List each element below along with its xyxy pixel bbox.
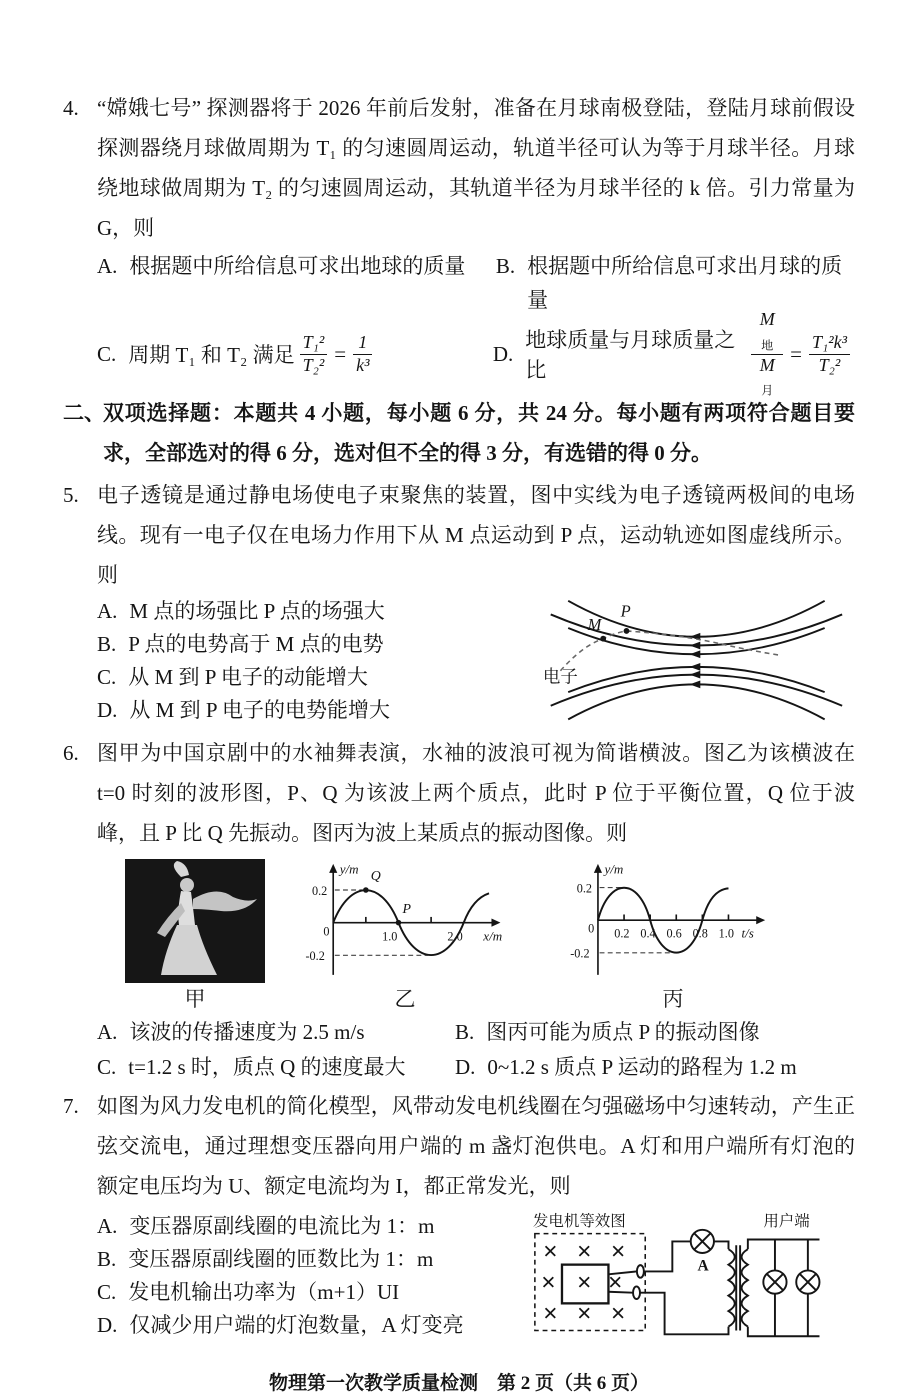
q4-options-cd [97, 308, 855, 398]
q6-option-a: A. 该波的传播速度为 2.5 m/s [97, 1020, 365, 1044]
section-2-header [63, 393, 855, 473]
label-M: M [587, 614, 602, 634]
equals-sign: = [790, 341, 802, 366]
xtick-1: 1.0 [382, 929, 398, 944]
q5-option-a: A. M 点的场强比 P 点的场强大 [97, 599, 385, 623]
magnetic-field-region [535, 1234, 645, 1331]
axis-label-y: y/m [604, 861, 624, 877]
wave-graph [279, 859, 531, 983]
q4-option-c [97, 333, 493, 376]
ytick-max: 0.2 [576, 881, 593, 896]
q6-text: 图甲为中国京剧中的水袖舞表演，水袖的波浪可视为简谐横波。图乙为该横波在 t=0 时刻的波形图，P、Q 为该波上两个质点，此时 P 位于平衡位置，Q 位于波峰，且 P 比 Q 先振动。图丙为波上某质点的振动图像。则 [97, 741, 855, 845]
question-5 [63, 475, 855, 731]
brush-terminal [633, 1286, 640, 1299]
figure-yi [279, 859, 531, 1013]
brush-terminal [637, 1265, 644, 1278]
figure-bing [547, 859, 799, 1013]
question-4 [63, 88, 855, 398]
question-7 [63, 1086, 855, 1358]
equals-sign: = [334, 341, 347, 366]
q7-options [97, 1210, 531, 1342]
q4-option-c-label: C. [97, 341, 117, 366]
q4-number: 4. [63, 96, 79, 120]
q4-option-d-text: 地球质量与月球质量之比 [525, 328, 736, 382]
q7-option-b: B. 变压器原副线圈的匝数比为 1：m [97, 1247, 434, 1271]
origin-label: 0 [323, 924, 330, 939]
q7-option-d: D. 仅减少用户端的灯泡数量，A 灯变亮 [97, 1313, 464, 1337]
q4-text: “嫦娥七号” 探测器将于 2026 年前后发射，准备在月球南极登陆，登陆月球前假设探测器绕月球做周期为 T₁ 的匀速圆周运动，轨道半径可认为等于月球半径。月球绕地球做周期为 T₂ 的匀速圆周运动，其轨道半径为月球半径的 k 倍。引力常量为 G，则 [97, 96, 855, 240]
section-2-label: 二、 [63, 401, 105, 425]
xtick-2: 2.0 [447, 929, 463, 944]
point-Q [363, 887, 369, 893]
ytick-max: 0.2 [312, 883, 328, 898]
figure-jia [125, 859, 265, 1013]
x-axis-arrow [491, 919, 500, 927]
field-into-page-crosses [543, 1246, 622, 1318]
q4-option-b-text: 根据题中所给信息可求出月球的质量 [527, 254, 843, 312]
q4-option-b-label: B. [495, 254, 516, 278]
vibration-graph [547, 859, 799, 983]
q4-option-a [97, 249, 496, 317]
q6-option-d: D. 0~1.2 s 质点 P 运动的路程为 1.2 m [455, 1055, 797, 1079]
point-M [600, 636, 606, 642]
caption-jia: 甲 [184, 987, 206, 1011]
q5-option-c: C. 从 M 到 P 电子的动能增大 [97, 665, 368, 689]
y-axis-arrow [329, 864, 337, 873]
label-Q: Q [370, 868, 381, 884]
q4-option-d [493, 310, 855, 398]
label-electron: 电子 [543, 666, 579, 687]
axis-label-x: t/s [741, 925, 754, 941]
q4-option-a-text: 根据题中所给信息可求出地球的质量 [129, 254, 466, 278]
point-P [624, 628, 630, 634]
lamp-A-icon [690, 1230, 713, 1253]
point-P [396, 920, 402, 926]
lamp-A-label: A [697, 1257, 709, 1275]
q5-number: 5. [63, 483, 79, 507]
axis-label-x: x/m [483, 928, 503, 944]
q4-option-b [496, 249, 855, 317]
q6-options-cd [97, 1050, 855, 1084]
y-axis-arrow [594, 864, 602, 873]
x-axis-arrow [756, 916, 765, 924]
label-P: P [402, 900, 412, 916]
axis-label-y: y/m [339, 861, 359, 877]
xtick: 0.8 [692, 926, 708, 941]
field-arrows [690, 633, 701, 688]
dancer-photo [125, 859, 265, 983]
q4-option-c-text: 周期 T₁ 和 T₂ 满足 [128, 343, 295, 367]
user-lamp-icon [763, 1270, 786, 1293]
xtick: 0.2 [614, 926, 630, 941]
q6-options-ab [97, 1015, 855, 1049]
fraction: $\frac{\text{T₁²}}{\text{T₂²}}$ [300, 333, 328, 376]
q7-option-a: A. 变压器原副线圈的电流比为 1：m [97, 1214, 435, 1238]
q4-option-a-label: A. [97, 254, 118, 278]
fraction: $\frac{\text{T₁²k³}}{\text{T₂²}}$ [809, 333, 850, 376]
q4-options-ab [97, 249, 855, 317]
circuit-figure [531, 1210, 855, 1358]
generator-label: 发电机等效图 [532, 1212, 626, 1230]
question-6 [63, 733, 855, 1084]
transformer [728, 1245, 747, 1330]
fraction: $\frac{1}{\text{k³}}$ [353, 333, 372, 376]
q5-text: 电子透镜是通过静电场使电子束聚焦的装置，图中实线为电子透镜两极间的电场线。现有一电子仅在电场力作用下从 M 点运动到 P 点，运动轨迹如图虚线所示。则 [97, 483, 855, 587]
xtick: 1.0 [718, 926, 734, 941]
q6-option-b: B. 图丙可能为质点 P 的振动图像 [455, 1020, 760, 1044]
section-2-text: 双项选择题：本题共 4 小题，每小题 6 分，共 24 分。每小题有两项符合题目要求，全部选对的得 6 分，选对但不全的得 3 分，有选错的得 0 分。 [103, 401, 855, 465]
xtick: 0.6 [666, 926, 682, 941]
caption-bing: 丙 [662, 987, 684, 1011]
q7-option-c: C. 发电机输出功率为（m+1）UI [97, 1280, 400, 1304]
caption-yi: 乙 [394, 987, 416, 1011]
origin-label: 0 [588, 921, 595, 936]
q7-number: 7. [63, 1094, 79, 1118]
q6-option-c: C. t=1.2 s 时，质点 Q 的速度最大 [97, 1055, 406, 1079]
user-lamp-icon [796, 1270, 819, 1293]
electron-lens-figure [539, 595, 855, 731]
xtick: 0.4 [640, 926, 656, 941]
ytick-min: -0.2 [570, 946, 590, 961]
wires [608, 1239, 819, 1336]
label-P: P [620, 601, 631, 621]
ytick-min: -0.2 [305, 949, 325, 964]
q5-option-b: B. P 点的电势高于 M 点的电势 [97, 632, 384, 656]
page-footer: 物理第一次教学质量检测 第 2 页（共 6 页） [268, 1373, 649, 1394]
q6-number: 6. [63, 741, 79, 765]
q5-options [97, 595, 539, 727]
fraction: $\frac{M_地}{M_月}$ [751, 310, 783, 398]
user-side-label: 用户端 [763, 1212, 810, 1230]
q7-text: 如图为风力发电机的简化模型，风带动发电机线圈在匀强磁场中匀速转动，产生正弦交流电，通过理想变压器向用户端的 m 盏灯泡供电。A 灯和用户端所有灯泡的额定电压均为 U、额定电流均为 I，都正常发光，则 [97, 1094, 855, 1198]
q4-option-d-label: D. [492, 341, 514, 366]
q5-option-d: D. 从 M 到 P 电子的电势能增大 [97, 698, 390, 722]
